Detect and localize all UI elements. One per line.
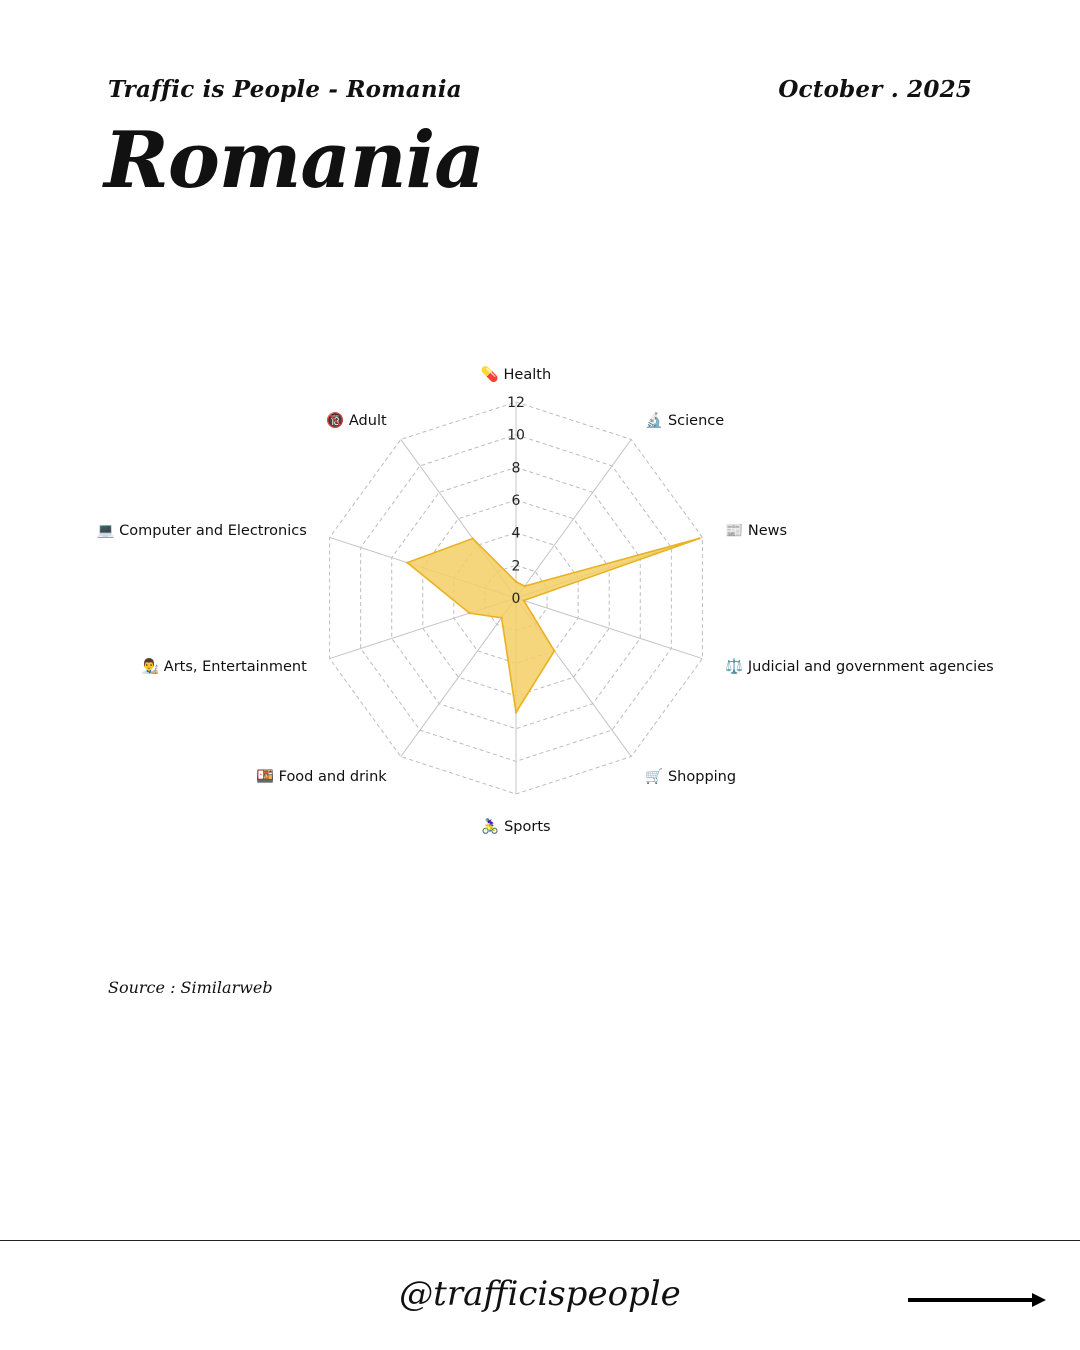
radial-tick-label: 0 (511, 591, 521, 607)
radial-tick-label: 8 (511, 460, 521, 477)
category-label: 🔞 Adult (326, 413, 387, 430)
radial-tick-label: 6 (511, 493, 521, 509)
data-point (553, 650, 555, 652)
category-label: 🛒 Shopping (645, 768, 737, 785)
data-point (523, 585, 525, 587)
report-date: October . 2025 (778, 76, 972, 103)
data-point (515, 711, 517, 713)
social-handle: @trafficispeople (399, 1274, 681, 1314)
arrow-right-icon[interactable] (908, 1290, 1048, 1310)
series-area (407, 538, 699, 712)
radial-tick-label: 4 (511, 525, 521, 542)
category-label: 📰 News (725, 523, 788, 540)
category-label: 💻 Computer and Electronics (96, 523, 307, 540)
category-label: 🚴‍♀️ Sports (481, 819, 551, 835)
data-point (523, 599, 525, 601)
series-title: Traffic is People - Romania (108, 76, 462, 103)
radial-tick-label: 10 (507, 427, 525, 444)
axis-spoke (401, 598, 516, 757)
data-point (500, 617, 502, 619)
data-point (472, 537, 474, 539)
category-label: 🍱 Food and drink (255, 768, 387, 785)
source-note: Source : Similarweb (108, 978, 273, 997)
footer-divider (0, 1240, 1080, 1241)
category-label: ⚖️ Judicial and government agencies (725, 658, 994, 675)
page-title: Romania (104, 115, 484, 206)
data-point (698, 537, 700, 539)
category-label: 👨‍🎨 Arts, Entertainment (141, 658, 307, 675)
radial-tick-label: 2 (511, 558, 521, 575)
data-point (406, 561, 408, 563)
radial-tick-label: 12 (507, 395, 525, 411)
category-label: 💊 Health (480, 367, 552, 383)
data-point (515, 580, 517, 582)
category-label: 🔬 Science (645, 413, 725, 430)
data-point (468, 612, 470, 614)
